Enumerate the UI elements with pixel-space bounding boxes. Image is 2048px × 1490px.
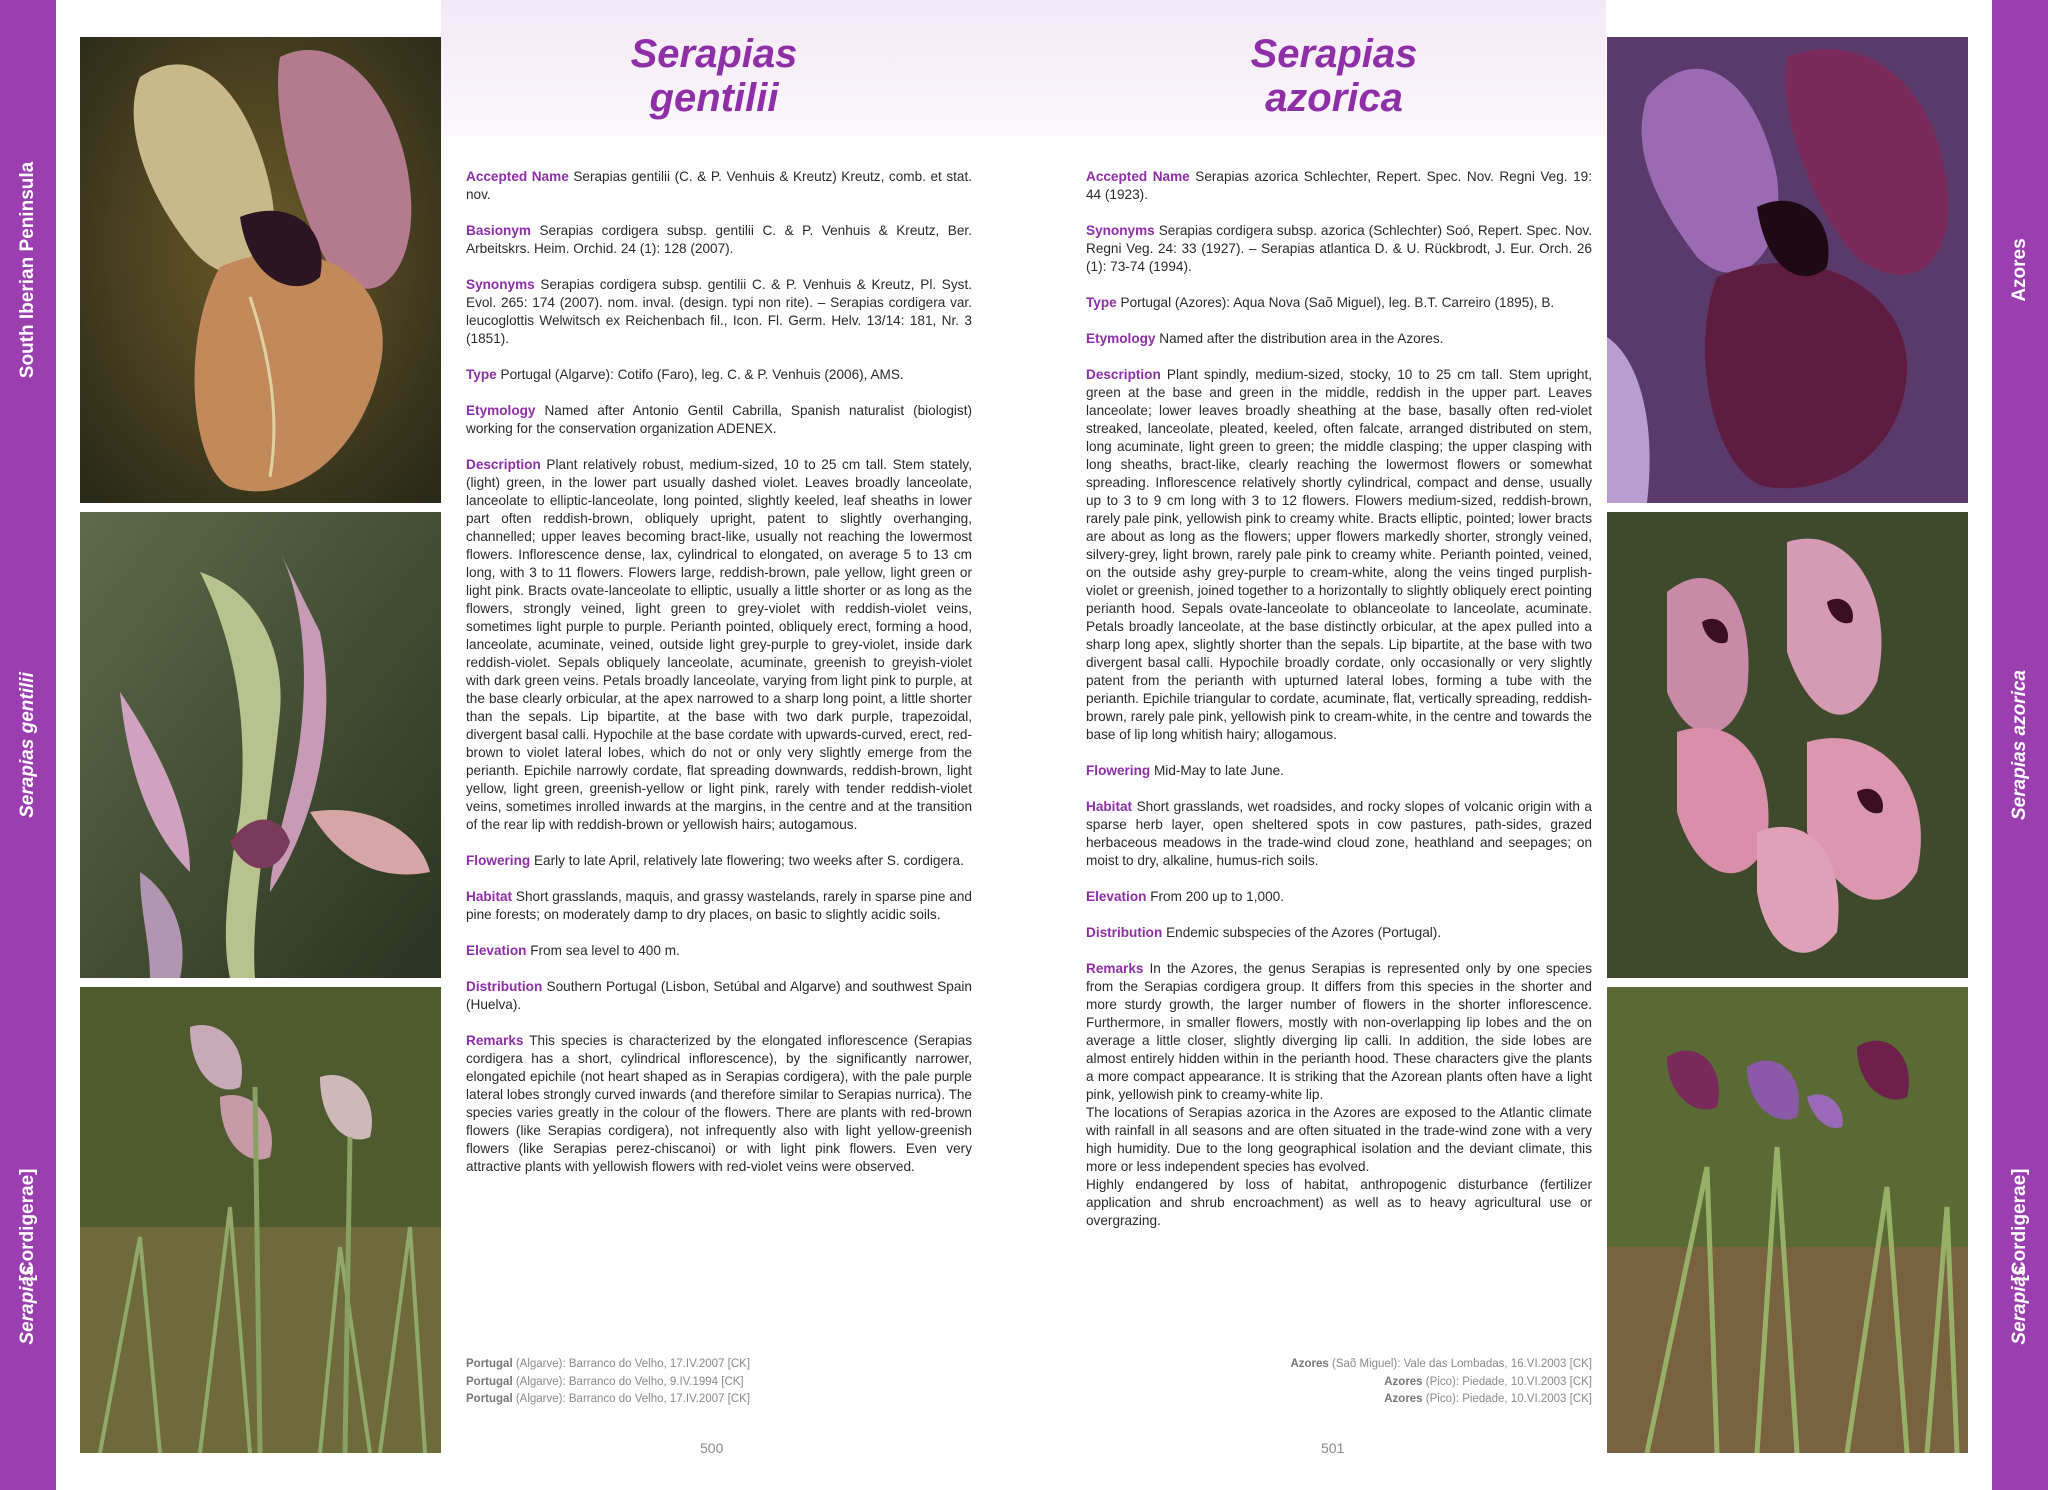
entry-label: Distribution [1086, 925, 1163, 940]
habitat-entry [466, 888, 972, 924]
entry-text: Portugal (Algarve): Cotifo (Faro), leg. C. & P. Venhuis (2006), AMS. [500, 367, 904, 382]
entry-label: Description [1086, 367, 1161, 382]
entry-text: Serapias cordigera subsp. gentilii C. & P. Venhuis & Kreutz, Ber. Arbeitskrs. Heim. Orchid. 24 (1): 128 (2007). [466, 223, 972, 256]
title-line: gentilii [649, 76, 779, 120]
elevation-entry [1086, 888, 1592, 906]
photo-caption [466, 1391, 750, 1409]
text-column-right [1086, 168, 1592, 1248]
entry-text: In the Azores, the genus Serapias is represented only by one species from the Serapias cordigera group. It differs from this species in the shorter and more sturdy growth, the larger number of flowers in the shorter inflorescence. Furthermore, in smaller flowers, mostly with non-overlapping lip lobes and the on average a little closer, slightly diverging lip calli. In addition, the side lobes are almost entirely hidden within in the perianth hood. These characters give the plants a more compact appearance. It is striking that the Azorean plants often have a light pink, yellowish pink to creamy-white lip. [1086, 961, 1592, 1102]
title-line: azorica [1265, 76, 1403, 120]
page-number: 501 [1321, 1440, 1345, 1456]
photo-caption [1086, 1391, 1592, 1409]
type-entry [466, 366, 972, 384]
entry-text: Early to late April, relatively late flowering; two weeks after S. cordigera. [533, 853, 964, 868]
entry-text: Short grasslands, maquis, and grassy wastelands, rarely in sparse pine and pine forests; on moderately damp to dry places, on basic to slightly acidic soils. [466, 889, 972, 922]
species-label: Serapias azorica [2009, 670, 2030, 820]
caption-place: Portugal [466, 1393, 513, 1405]
entry-label: Habitat [1086, 799, 1133, 814]
caption-detail: (Algarve): Barranco do Velho, 17.IV.2007 [CK] [512, 1393, 751, 1405]
photo-azorica-flowers [1607, 512, 1968, 978]
entry-text: Plant spindly, medium-sized, stocky, 10 to 25 cm tall. Stem upright, green at the base and green in the middle, reddish in the upper part. Leaves lanceolate; lower leaves broadly sheathing at the base, basally often red-violet streaked, lanceolate, pleated, keeled, often falcate, arranged distributed on stem, long acuminate, light green to green; the middle clasping; the upper clasping with long sheaths, bract-like, clearly reaching the lowermost flowers or somewhat spreading. Inflorescence relatively shortly cylindrical, compact and dense, usually up to 3 to 9 cm long with 3 to 12 flowers. Flowers medium-sized, reddish-brown, rarely pale pink, yellowish pink to creamy white. Bracts elliptic, pointed; lower bracts are about as long as the flowers; upper flowers markedly shorter, strongly veined, silvery-grey, light brown, rarely pale pink to creamy white. Perianth pointed, veined, on the outside ashy grey-purple to cream-white, along the veins tinged purplish-violet or greenish, joined together to a horizontally to slightly obliquely erect pointing perianth hood. Sepals ovate-lanceolate to oblanceolate to lanceolate, acuminate. Petals broadly lanceolate, at the base distinctly orbicular, at the apex pulled into a sharp long apex, slightly shorter than the sepals. Lip bipartite, at the base with two divergent basal calli. Hypochile broadly cordate, only occasionally or very slightly patent from the perianth with upturned lateral lobes, forming a tube with the perianth. Epichile triangular to cordate, acuminate, flat, vertically spreading, reddish-brown, rarely pale pink, yellowish pink to cream-white, in the centre and towards the base of lip long whitish hairy; allogamous. [1086, 367, 1592, 742]
species-label: Serapias gentilii [17, 672, 38, 818]
left-spine-band [0, 0, 56, 1490]
entry-text: Named after the distribution area in the Azores. [1159, 331, 1444, 346]
photo-captions-left [466, 1356, 750, 1409]
entry-label: Synonyms [1086, 223, 1155, 238]
synonyms-entry [466, 276, 972, 348]
group-label: [Cordigerae] [17, 1168, 38, 1282]
entry-text: This species is characterized by the elongated inflorescence (Serapias cordigera has a short, cylindrical inflorescence), by the significantly narrower, elongated epichile (not heart shaped as in Serapias cordigera), with the pale purple lateral lobes strongly curved inwards (and therefore similar to Serapias nurrica). The species varies greatly in the colour of the flowers. There are plants with red-brown flowers (like Serapias cordigera), not infrequently also with light yellow-greenish flowers (like Serapias perez-chiscanoi) or with light pink flowers. Even very attractive plants with yellowish flowers with red-violet veins were observed. [466, 1033, 972, 1174]
group-label: [Cordigerae] [2009, 1168, 2030, 1282]
entry-text: Serapias azorica Schlechter, Repert. Spec. Nov. Regni Veg. 19: 44 (1923). [1086, 169, 1592, 202]
entry-text: Serapias cordigera subsp. gentilii C. & P. Venhuis & Kreutz, Pl. Syst. Evol. 265: 174 (2007). nom. inval. (design. typi non rite). – Serapias cordigera var. leucoglottis Welwitsch ex Reichenbach fil., Icon. Fl. Germ. Helv. 13/14: 181, Nr. 3 (1851). [466, 277, 972, 346]
distribution-entry [466, 978, 972, 1014]
page-title [1161, 32, 1507, 120]
region-label: South Iberian Peninsula [17, 161, 38, 379]
entry-label: Type [1086, 295, 1117, 310]
right-spine-band [1992, 0, 2048, 1490]
entry-label: Remarks [1086, 961, 1144, 976]
remarks-paragraph: The locations of Serapias azorica in the Azores are exposed to the Atlantic climate with rainfall in all seasons and are often situated in the trade-wind zone with a very high humidity. Due to the long geographical isolation and the deviant climate, this more or less independent species has evolved. [1086, 1105, 1592, 1174]
caption-place: Portugal [466, 1375, 513, 1388]
etymology-entry [466, 402, 972, 438]
entry-label: Accepted Name [466, 169, 569, 184]
entry-label: Basionym [466, 223, 531, 238]
description-entry [466, 456, 972, 834]
entry-label: Elevation [1086, 889, 1147, 904]
entry-label: Elevation [466, 943, 527, 958]
description-entry [1086, 366, 1592, 744]
caption-place: Portugal [466, 1358, 513, 1370]
caption-detail: (Pico): Piedade, 10.VI.2003 [CK] [1422, 1375, 1592, 1388]
caption-detail: (Algarve): Barranco do Velho, 17.IV.2007 [CK] [512, 1358, 751, 1370]
habitat-entry [1086, 798, 1592, 870]
entry-label: Remarks [466, 1033, 524, 1048]
entry-text: From 200 up to 1,000. [1150, 889, 1284, 904]
genus-label: Serapias [17, 1265, 38, 1345]
distribution-entry [1086, 924, 1592, 942]
entry-label: Distribution [466, 979, 543, 994]
entry-text: Mid-May to late June. [1153, 763, 1284, 778]
entry-label: Description [466, 457, 541, 472]
photo-caption [466, 1356, 750, 1374]
entry-label: Etymology [466, 403, 536, 418]
entry-text: Serapias gentilii (C. & P. Venhuis & Kreutz) Kreutz, comb. et stat. nov. [466, 169, 973, 202]
entry-text: Plant relatively robust, medium-sized, 10 to 25 cm tall. Stem stately, (light) green, in the lower part usually dashed violet. Leaves broadly lanceolate, lanceolate to elliptic-lanceolate, long pointed, slightly keeled, leaf sheaths in lower part often reddish-brown, obliquely upright, patent to slightly overhanging, channelled; upper leaves becoming bract-like, usually not reaching the lowermost flowers. Inflorescence dense, lax, cylindrical to elongated, on average 5 to 13 cm long, with 3 to 11 flowers. Flowers large, reddish-brown, pale yellow, light green or light pink. Bracts ovate-lanceolate to elliptic, usually a little shorter or as long as the flowers, strongly veined, light green to grey-violet with reddish-violet veins, sometimes light purple to purple. Perianth pointed, obliquely erect, forming a hood, lanceolate, acuminate, veined, outside light grey-purple to grey-violet, inside dark reddish-violet. Sepals obliquely lanceolate, acuminate, greenish to greyish-violet with dark green veins. Petals broadly lanceolate, varying from light pink to purple, at the base clearly orbicular, at the apex narrowed to a sharp long point, a little shorter than the sepals. Lip bipartite, at the base with two dark purple, trapezoidal, divergent basal calli. Hypochile at the base cordate with upwards-curved, erect, red-brown to violet lateral lobes, which do not or only very slightly emerge from the perianth. Epichile narrowly cordate, flat spreading downwards, reddish-brown, light yellow, light green, greenish-yellow or light pink, rarely with tender reddish-violet veins, sometimes inrolled inwards at the margins, in the centre and at the transition of the rear lip with reddish-brown or yellowish hairs; autogamous. [466, 457, 972, 832]
page-title [541, 32, 887, 120]
elevation-entry [466, 942, 972, 960]
entry-label: Flowering [466, 853, 531, 868]
genus-label: Serapias [2009, 1265, 2030, 1345]
page-number: 500 [700, 1440, 724, 1456]
flowering-entry [1086, 762, 1592, 780]
photo-gentilii-plant [80, 512, 441, 978]
photo-gentilii-habitat [80, 987, 441, 1453]
entry-text: Serapias cordigera subsp. azorica (Schlechter) Soó, Repert. Spec. Nov. Regni Veg. 24: 33 (1927). – Serapias atlantica D. & U. Rückbrodt, J. Eur. Orch. 26 (1): 73-74 (1994). [1086, 223, 1592, 274]
photo-caption [1086, 1356, 1592, 1374]
remarks-entry [1086, 960, 1592, 1104]
caption-detail: (Saõ Miguel): Vale das Lombadas, 16.VI.2003 [CK] [1328, 1358, 1592, 1370]
synonyms-entry [1086, 222, 1592, 276]
accepted-name-entry [1086, 168, 1592, 204]
entry-text: From sea level to 400 m. [530, 943, 680, 958]
entry-text: Short grasslands, wet roadsides, and rocky slopes of volcanic origin with a sparse herb layer, open sheltered spots in cow pastures, path-sides, grazed herbaceous meadows in the trade-wind cloud zone, heathland and seepages; on moist to dry, alkaline, humus-rich soils. [1086, 799, 1592, 868]
remarks-entry [466, 1032, 972, 1176]
entry-text: Southern Portugal (Lisbon, Setúbal and Algarve) and southwest Spain (Huelva). [466, 979, 972, 1012]
entry-text: Portugal (Azores): Aqua Nova (Saõ Miguel), leg. B.T. Carreiro (1895), B. [1120, 295, 1555, 310]
photo-azorica-closeup [1607, 37, 1968, 503]
entry-text: Endemic subspecies of the Azores (Portugal). [1166, 925, 1442, 940]
entry-label: Accepted Name [1086, 169, 1190, 184]
remarks-paragraph: Highly endangered by loss of habitat, anthropogenic disturbance (fertilizer application and shrub encroachment) as well as to heavy agricultural use or overgrazing. [1086, 1177, 1592, 1228]
photo-caption [1086, 1374, 1592, 1392]
caption-place: Azores [1290, 1358, 1329, 1370]
entry-text: Named after Antonio Gentil Cabrilla, Spanish naturalist (biologist) working for the conservation organization ADENEX. [466, 403, 972, 436]
caption-place: Azores [1384, 1393, 1423, 1405]
type-entry [1086, 294, 1592, 312]
caption-place: Azores [1384, 1375, 1423, 1388]
photo-captions-right [1086, 1356, 1592, 1409]
basionym-entry [466, 222, 972, 258]
entry-label: Etymology [1086, 331, 1156, 346]
title-line: Serapias [630, 32, 798, 76]
etymology-entry [1086, 330, 1592, 348]
caption-detail: (Pico): Piedade, 10.VI.2003 [CK] [1422, 1393, 1592, 1405]
accepted-name-entry [466, 168, 972, 204]
text-column-left [466, 168, 972, 1194]
photo-caption [466, 1374, 750, 1392]
flowering-entry [466, 852, 972, 870]
caption-detail: (Algarve): Barranco do Velho, 9.IV.1994 [CK] [512, 1375, 744, 1388]
entry-label: Habitat [466, 889, 513, 904]
title-line: Serapias [1250, 32, 1418, 76]
entry-label: Synonyms [466, 277, 535, 292]
photo-azorica-habitat [1607, 987, 1968, 1453]
region-label: Azores [2009, 238, 2030, 302]
entry-label: Flowering [1086, 763, 1151, 778]
photo-gentilii-closeup [80, 37, 441, 503]
entry-label: Type [466, 367, 497, 382]
